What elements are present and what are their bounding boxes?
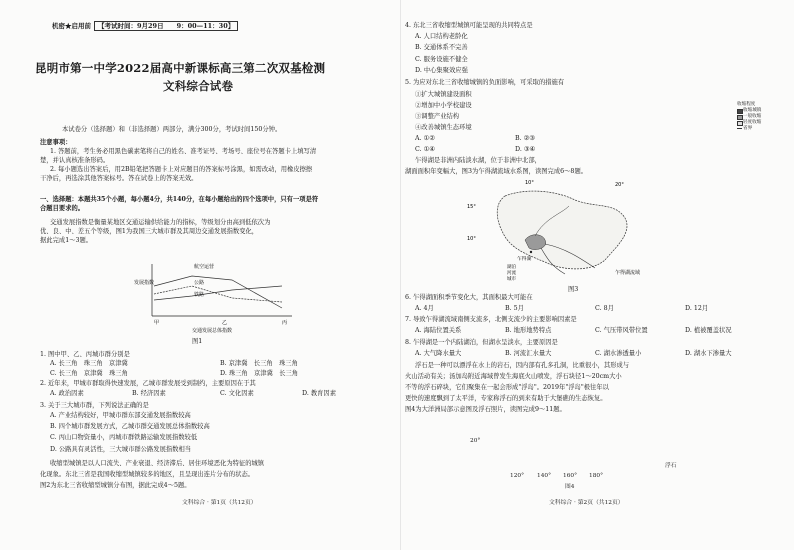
figure1-x-marker: 甲 (154, 320, 160, 326)
figure1-x-marker: 丙 (282, 320, 288, 326)
q1-option-b: B. 京津冀 长三角 珠三角 (220, 360, 298, 367)
city-label: 乍得湖 (517, 257, 532, 262)
q3-option: D. 公路具有灵活性，三大城市群公路发展指数相当 (50, 446, 192, 453)
q7-option-c: C. 气压带风带位置 (595, 327, 648, 334)
passage-line: 图4为大洋洲局部示意图及浮石照片，读图完成9～11题。 (405, 406, 566, 413)
q4-option: B. 交通体系不完善 (415, 44, 468, 51)
figure2-legend-item: 一般收缩 (743, 114, 762, 119)
passage-line: 优、良、中、差五个等级，图1为我国三大城市群及其周边交通发展指数变化， (40, 228, 259, 235)
q3-option: B. 四个城市群发展方式，乙城市群交通发展总体指数较高 (50, 423, 210, 430)
q5-item: ③调整产业结构 (415, 113, 460, 120)
q5-option-c: C. ①④ (415, 146, 435, 153)
q3-stem: 3. 关于三大城市群，下列说法正确的是 (40, 402, 149, 409)
q5-option-b: B. ②③ (515, 135, 535, 142)
figure2-legend-title: 收缩程度 (737, 102, 756, 107)
q2-option-b: B. 经济因素 (132, 390, 166, 397)
page-fold (400, 0, 401, 550)
q2-stem: 2. 近年来，甲城市群取得快速发展，乙城市群发展受到制约，主要原因在于其 (40, 380, 256, 387)
q6-option-a: A. 4月 (415, 305, 434, 312)
figure1-caption: 图1 (192, 338, 203, 345)
q4-option: A. 人口结构老龄化 (415, 33, 468, 40)
q6-option-b: B. 5月 (505, 305, 524, 312)
section-heading-cont: 合题目要求的。 (40, 205, 85, 212)
lon-label: 20° (615, 182, 624, 188)
q6-option-d: D. 12月 (685, 305, 709, 312)
q3-option: A. 产业结构较好，甲城市群东部交通发展指数较高 (50, 412, 191, 419)
notice-line: 干净后，再选涂其他答案标号。答在试卷上的答案无效。 (40, 175, 198, 182)
figure4-lon-label: 160° (563, 473, 577, 479)
q7-stem: 7. 导致乍得湖流域南侧支流多，北侧支流少的主要影响因素是 (405, 316, 577, 323)
q4-option: D. 中心集聚效应强 (415, 67, 468, 74)
exam-subtitle: 文科综合试卷 (163, 79, 234, 93)
figure1-legend-item: 公路 (194, 280, 205, 286)
legend-swatch (737, 128, 742, 129)
figure2-legend-item: 轻度收缩 (743, 120, 762, 125)
q6-stem: 6. 乍得湖面积季节变化大，其面积最大可能在 (405, 294, 533, 301)
q2-option-c: C. 文化因素 (220, 390, 254, 397)
figure1-y-label: 发展指数 (134, 280, 155, 286)
lat-label: 10° (467, 236, 476, 242)
figure4-lon-label: 180° (589, 473, 603, 479)
figure1-x-label: 交通发展总体指数 (192, 328, 233, 334)
q5-item: ①扩大城镇建设面积 (415, 91, 472, 98)
q1-stem: 1. 图中甲、乙、丙城市群分别是 (40, 351, 130, 358)
footer-right: 文科综合 · 第2页（共12页） (549, 500, 624, 506)
passage-line: 化现象。东北三省是我国收缩型城镇较多的地区，且呈现出连片分布的状态。 (40, 471, 255, 478)
q5-option-a: A. ①② (415, 135, 435, 142)
figure3-legend-item: 河流 (507, 271, 516, 276)
figure3-legend-item: 城市 (507, 277, 516, 282)
figure4-photo-label: 浮石 (665, 463, 677, 469)
notice-line: 2. 每小题选出答案后，用2B铅笔把答题卡上对应题目的答案标号涂黑，如需改动，用橡皮擦擦 (50, 166, 313, 173)
q7-option-b: B. 地形地势特点 (505, 327, 552, 334)
q2-option-a: A. 政治因素 (50, 390, 84, 397)
q1-option-a: A. 长三角 珠三角 京津冀 (50, 360, 128, 367)
q8-option-c: C. 湖水渗透量小 (595, 350, 642, 357)
figure3-caption: 图3 (568, 286, 579, 293)
passage-line: 湖面面积年变幅大，图3为乍得湖流域水系图，读图完成6～8题。 (405, 168, 588, 175)
figure1-legend-item: 航空运营 (194, 264, 215, 270)
passage-line: 火山活动有关；汤加岛附近海域曾发生海底火山喷发，浮石块径1～20cm大小 (405, 373, 622, 380)
passage-line: 交通发展指数是衡量某地区交通运输供给能力的指标，等级划分由高到低依次为 (50, 219, 271, 226)
figure2-legend-item: 省界 (743, 126, 753, 131)
passage-line: 据此完成1～3题。 (40, 237, 93, 244)
q5-option-d: D. ③④ (515, 146, 536, 153)
secret-label: 机密★启用前 (52, 22, 91, 30)
figure4-lat-label: 20° (470, 438, 481, 444)
section-heading: 一、选择题：本题共35个小题，每小题4分，共140分，在每小题给出的四个选项中，只有一项是符 (40, 196, 319, 203)
q3-option: C. 丙山口物资量小，丙城市群铁路运输发展指数较低 (50, 434, 198, 441)
passage-line: 图2为东北三省收缩型城镇分布图，据此完成4～5题。 (40, 482, 191, 489)
exam-time-box: 【考试时间：9月29日 9：00—11：30】 (94, 21, 238, 31)
footer-left: 文科综合 · 第1页（共12页） (182, 500, 257, 506)
q7-option-a: A. 海陆位置关系 (415, 327, 462, 334)
q8-stem: 8. 乍得湖是一个内陆湖泊，但湖水呈淡水，主要原因是 (405, 339, 558, 346)
q8-option-b: B. 河流汇水量大 (505, 350, 552, 357)
q6-option-c: C. 8月 (595, 305, 614, 312)
figure4-lon-label: 140° (537, 473, 551, 479)
q4-option: C. 服务设施不健全 (415, 56, 468, 63)
basin-label: 乍得湖流域 (615, 270, 641, 276)
q4-stem: 4. 东北三省收缩型城镇可能呈现的共同特点是 (405, 22, 533, 29)
passage-line: 收缩型城镇是以人口流失、产业衰退、经济滞后、居住环境恶化为特征的城镇 (50, 460, 265, 467)
figure1-chart (132, 256, 302, 338)
figure1-legend-item: 铁路 (194, 292, 205, 298)
figure2-legend-item: 收缩城镇 (743, 108, 762, 113)
passage-line: 浮石是一种可以漂浮在水上的岩石，因内部有孔多孔洞，比重很小，其形成与 (415, 362, 630, 369)
figure4-caption: 图4 (565, 484, 575, 490)
q8-option-d: D. 湖水下渗量大 (685, 350, 732, 357)
q2-option-d: D. 教育因素 (302, 390, 337, 397)
q8-option-a: A. 大气降水量大 (415, 350, 462, 357)
figure1-x-marker: 乙 (222, 320, 228, 326)
notice-line: 1. 答题前，考生务必用黑色碳素笔将自己的姓名、准考证号、考场号、座位号在答题卡上填写清 (50, 148, 317, 155)
q1-option-d: D. 珠三角 京津冀 长三角 (220, 370, 299, 377)
figure4-lon-label: 120° (510, 473, 524, 479)
figure3-map (465, 178, 675, 286)
figure3-legend-item: 湖泊 (507, 265, 516, 270)
q7-option-d: D. 植被覆盖状况 (685, 327, 732, 334)
q1-option-c: C. 长三角 京津冀 珠三角 (50, 370, 128, 377)
lon-label: 10° (525, 180, 534, 186)
passage-line: 乍得湖是非洲内陆淡水湖，位于非洲中北部， (415, 157, 541, 164)
notice-line: 楚，并认真核准条形码。 (40, 157, 110, 164)
notice-heading: 注意事项： (40, 139, 72, 146)
exam-title: 昆明市第一中学2022届高中新课标高三第二次双基检测 (35, 61, 326, 75)
q5-item: ②增加中小学校建设 (415, 102, 472, 109)
lat-label: 15° (467, 204, 476, 210)
q5-stem: 5. 为应对东北三省收缩城镇的负面影响，可采取的措施有 (405, 79, 565, 86)
intro-text: 本试卷分（选择题）和（非选择题）两部分，满分300分，考试时间150分钟。 (62, 126, 282, 133)
passage-line: 更快的速度飘到了太平洋，专家称浮石的到来有助于大堡礁的生态恢复。 (405, 395, 607, 402)
passage-line: 不等的浮石碎块，它们聚集在一起会形成"浮岛"。2019年"浮岛"极往年以 (405, 384, 609, 391)
q5-item: ④改善城镇生态环境 (415, 124, 472, 131)
city-marker (530, 251, 532, 253)
